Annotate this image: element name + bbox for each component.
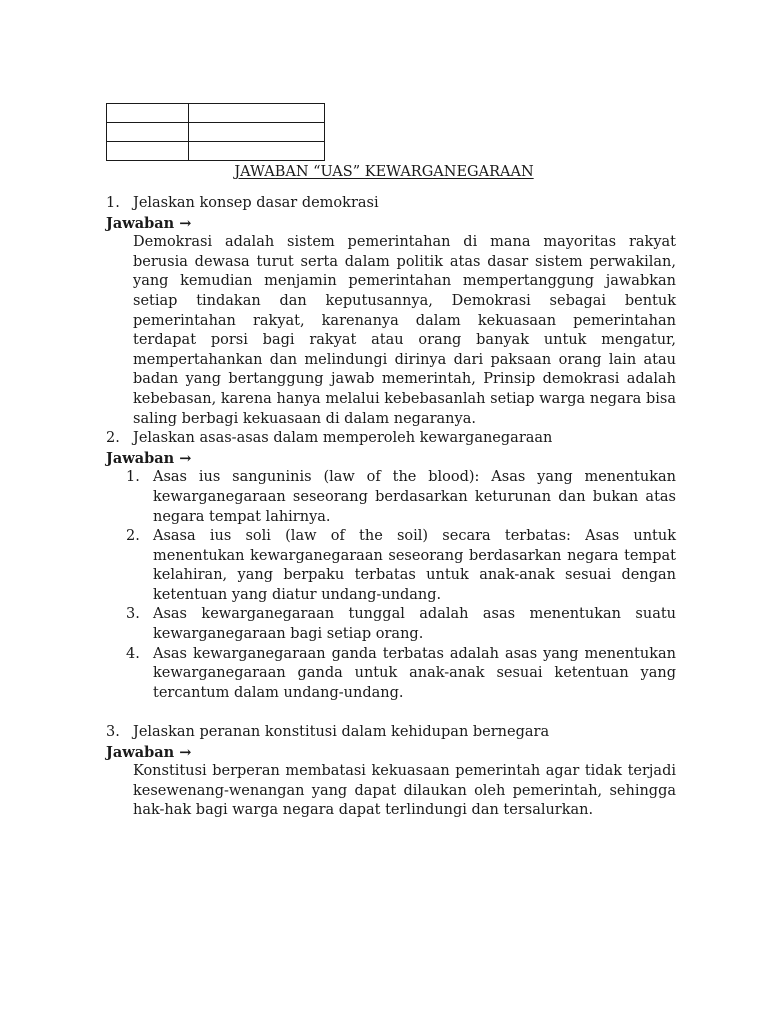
table-cell xyxy=(189,104,325,123)
answer-label: Jawaban → xyxy=(106,214,192,232)
question-number: 3. xyxy=(106,724,120,741)
table-cell xyxy=(107,142,189,161)
answer-paragraph: Konstitusi berperan membatasi kekuasaan pemerintah agar tidak terjadi kesewenang-wenangan yang dapat dilaukan oleh pemerintah, sehingga hak-hak bagi warga negara dapat terlindungi dan tersalurkan. xyxy=(133,763,676,819)
list-item xyxy=(126,645,676,704)
list-item-text: Asas ius sanguninis (law of the blood): Asas yang menentukan kewarganegaraan seseorang berdasarkan keturunan dan bukan atas negara tempat lahirnya. xyxy=(153,469,676,525)
document-title: JAWABAN “UAS” KEWARGANEGARAAN xyxy=(234,164,534,180)
table-row xyxy=(107,142,325,161)
answer-paragraph: Demokrasi adalah sistem pemerintahan di mana mayoritas rakyat berusia dewasa turut serta dalam politik atas dasar sistem perwakilan, yang kemudian menjamin pemerintahan mempertanggung jawabkan setiap tindakan dan keputusannya, Demokrasi sebagai bentuk pemerintahan rakyat, karenanya dalam kekuasaan pemerintahan terdapat porsi bagi rakyat atau orang banyak untuk mengatur, mempertahankan dan melindungi dirinya dari paksaan orang lain atau badan yang bertanggung jawab memerintah, Prinsip demokrasi adalah kebebasan, karena hanya melalui kebebasanlah setiap warga negara bisa saling berbagi kekuasaan di dalam negaranya. xyxy=(133,234,676,427)
list-item-number: 4. xyxy=(126,645,140,662)
question-text: Jelaskan konsep dasar demokrasi xyxy=(133,195,379,211)
answer-label: Jawaban → xyxy=(106,743,192,761)
list-item xyxy=(126,527,676,605)
document-content xyxy=(106,194,676,821)
table-row xyxy=(107,104,325,123)
list-item-text: Asas kewarganegaraan tunggal adalah asas menentukan suatu kewarganegaraan bagi setiap orang. xyxy=(153,606,676,643)
list-item-text: Asas kewarganegaraan ganda terbatas adalah asas yang menentukan kewarganegaraan ganda untuk anak-anak sesuai ketentuan yang tercantum dalam undang-undang. xyxy=(153,645,676,701)
question-2 xyxy=(106,429,676,449)
list-item-number: 1. xyxy=(126,469,140,486)
table-cell xyxy=(189,123,325,142)
question-1 xyxy=(106,194,676,214)
spacer xyxy=(106,703,676,723)
table-cell xyxy=(189,142,325,161)
question-number: 2. xyxy=(106,430,120,447)
table-cell xyxy=(107,123,189,142)
list-item-number: 2. xyxy=(126,528,140,545)
question-number: 1. xyxy=(106,195,120,211)
table-row xyxy=(107,123,325,142)
question-3 xyxy=(106,723,676,743)
list-item-text: Asasa ius soli (law of the soil) secara terbatas: Asas untuk menentukan kewarganegaraan seseorang berdasarkan negara tempat kelahiran, yang berpaku terbatas untuk anak-anak sesuai dengan ketentuan yang diatur undang-undang. xyxy=(153,528,676,603)
question-text: Jelaskan peranan konstitusi dalam kehidupan bernegara xyxy=(133,724,550,741)
table-cell xyxy=(107,104,189,123)
answer-label: Jawaban → xyxy=(106,449,192,467)
header-table xyxy=(106,103,325,161)
list-item-number: 3. xyxy=(126,606,140,623)
question-text: Jelaskan asas-asas dalam memperoleh kewarganegaraan xyxy=(133,430,553,447)
list-item xyxy=(126,468,676,527)
list-item xyxy=(126,605,676,644)
